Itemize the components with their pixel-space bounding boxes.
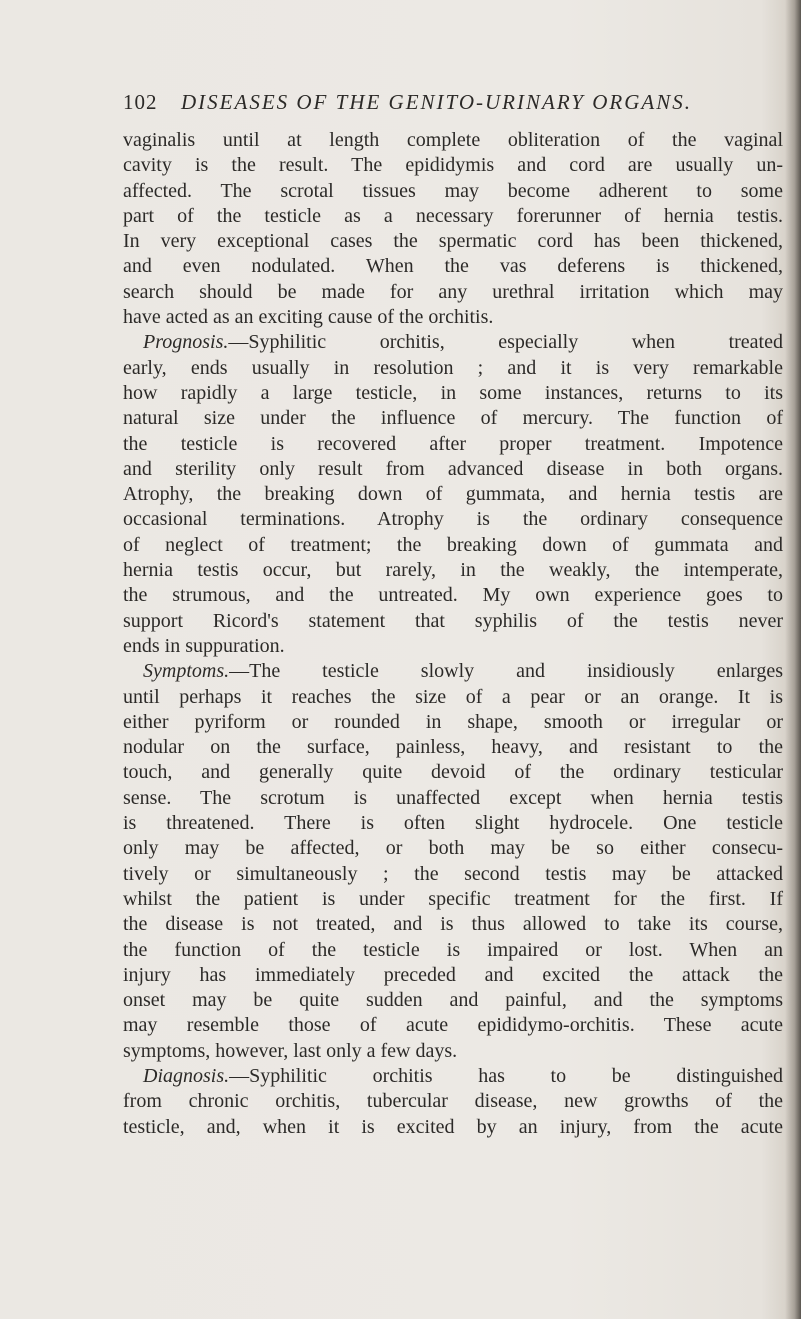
text-line: onset may be quite sudden and painful, and the symptoms (123, 989, 783, 1012)
text-line: whilst the patient is under specific treatment for the first. If (123, 887, 783, 910)
text-line: part of the testicle as a necessary forerunner of hernia testis. (123, 204, 783, 227)
page-header (123, 90, 743, 120)
text-line: sense. The scrotum is unaffected except when hernia testis (123, 786, 783, 809)
text-line: and even nodulated. When the vas deferens is thickened, (123, 255, 783, 278)
text-line: Atrophy, the breaking down of gummata, and hernia testis are (123, 483, 783, 506)
text-line: of neglect of treatment; the breaking down of gummata and (123, 533, 783, 556)
section-heading-prognosis: Prognosis. (143, 331, 229, 354)
text-line: the function of the testicle is impaired or lost. When an (123, 938, 783, 961)
text-line: is threatened. There is often slight hydrocele. One testicle (123, 812, 783, 835)
text-line: ends in suppuration. (123, 634, 285, 657)
text-line: symptoms, however, last only a few days. (123, 1039, 458, 1062)
text-line: support Ricord's statement that syphilis of the testis never (123, 609, 783, 632)
text-line: and sterility only result from advanced disease in both organs. (123, 457, 783, 480)
text-line: may resemble those of acute epididymo-orchitis. These acute (123, 1014, 783, 1037)
text-line: the disease is not treated, and is thus allowed to take its course, (123, 913, 783, 936)
text-line: only may be affected, or both may be so either consecu- (123, 837, 783, 860)
page-edge-shadow (785, 0, 801, 1319)
text-line: cavity is the result. The epididymis and cord are usually un- (123, 154, 783, 177)
text-line: testicle, and, when it is excited by an injury, from the acute (123, 1115, 783, 1138)
page-number: 102 (123, 90, 158, 114)
section-heading-symptoms: Symptoms. (143, 660, 230, 683)
text-line: either pyriform or rounded in shape, smooth or irregular or (123, 710, 783, 733)
text-line: touch, and generally quite devoid of the ordinary testicular (123, 761, 783, 784)
text-line: tively or simultaneously ; the second testis may be attacked (123, 862, 783, 885)
text-line: In very exceptional cases the spermatic cord has been thickened, (123, 230, 783, 253)
text-line: occasional terminations. Atrophy is the ordinary consequence (123, 508, 783, 531)
text-line: injury has immediately preceded and excited the attack the (123, 963, 783, 986)
text-line: from chronic orchitis, tubercular disease, new growths of the (123, 1090, 783, 1113)
text-line: the strumous, and the untreated. My own experience goes to (123, 584, 783, 607)
text-line: vaginalis until at length complete obliteration of the vaginal (123, 129, 783, 151)
text-line: Symptoms.—The testicle slowly and insidiously enlarges (143, 660, 783, 683)
text-line: Prognosis.—Syphilitic orchitis, especially when treated (143, 331, 783, 354)
text-line: affected. The scrotal tissues may become adherent to some (123, 179, 783, 202)
text-line: the testicle is recovered after proper treatment. Impotence (123, 432, 783, 455)
running-title: DISEASES OF THE GENITO-URINARY ORGANS. (181, 90, 692, 114)
text-line: hernia testis occur, but rarely, in the weakly, the intemperate, (123, 559, 783, 582)
text-line: until perhaps it reaches the size of a pear or an orange. It is (123, 685, 783, 708)
text-line: early, ends usually in resolution ; and it is very remarkable (123, 356, 783, 379)
text-line: nodular on the surface, painless, heavy, and resistant to the (123, 736, 783, 759)
text-line: search should be made for any urethral irritation which may (123, 280, 783, 303)
body-text (123, 128, 783, 1140)
text-line: have acted as an exciting cause of the orchitis. (123, 306, 494, 329)
text-line: how rapidly a large testicle, in some instances, returns to its (123, 381, 783, 404)
section-heading-diagnosis: Diagnosis. (143, 1064, 230, 1087)
text-line: natural size under the influence of mercury. The function of (123, 407, 783, 430)
text-line: Diagnosis.—Syphilitic orchitis has to be distinguished (143, 1064, 783, 1087)
